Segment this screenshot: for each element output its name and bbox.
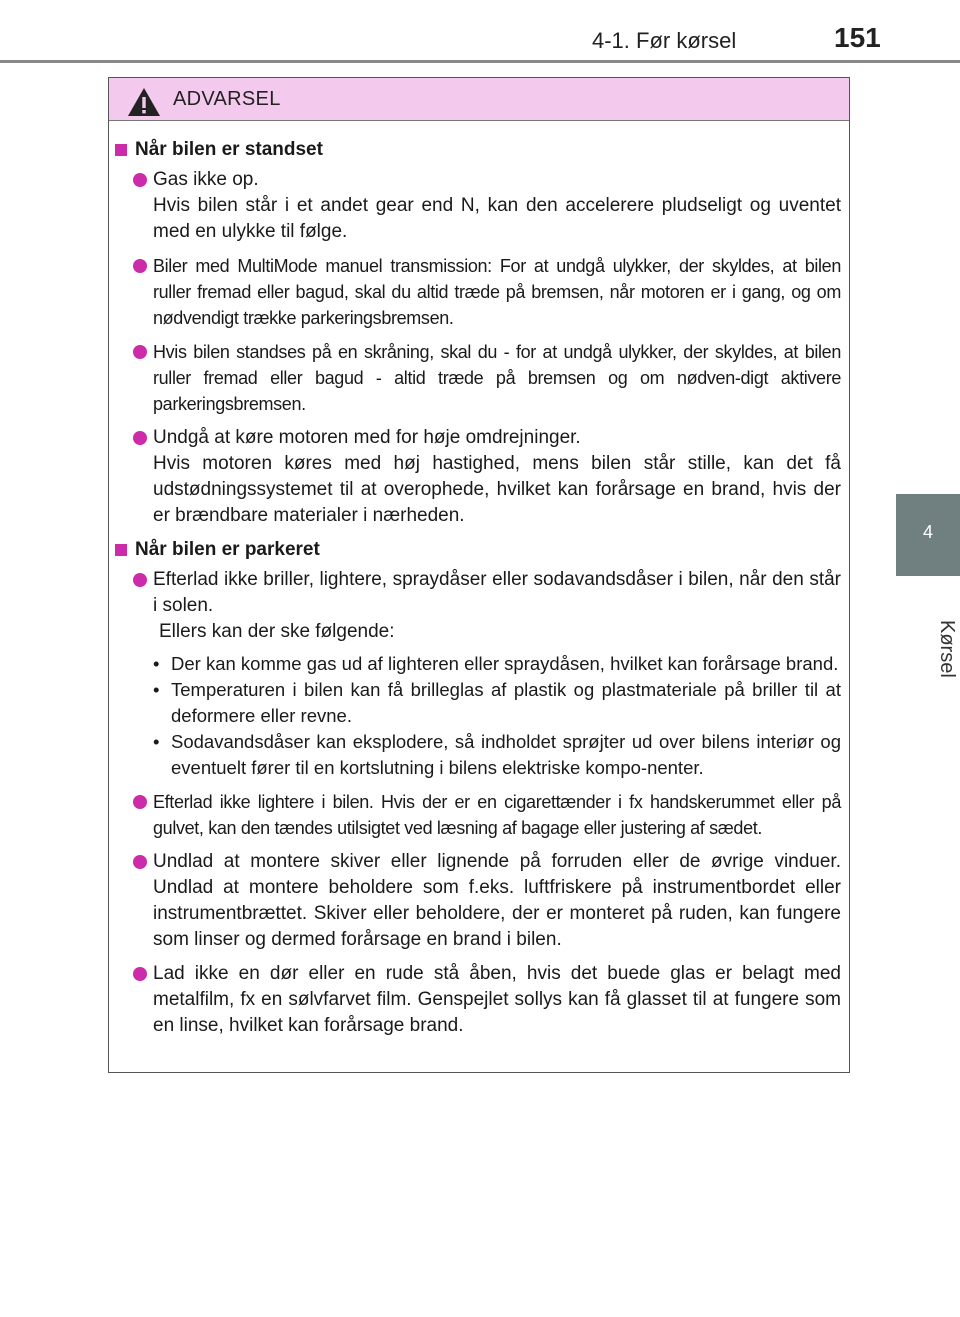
dot-bullet-icon [133, 855, 147, 869]
section-parked [115, 537, 841, 1039]
square-bullet-icon [115, 144, 127, 156]
item-line: Undgå at køre motoren med for høje omdrejninger. [153, 427, 581, 448]
warning-header [109, 78, 849, 121]
warning-body [109, 121, 849, 1039]
dot-bullet-icon [133, 345, 147, 359]
sub-bullet: • [153, 679, 160, 700]
list-item [115, 961, 841, 1039]
warning-box [108, 77, 850, 1073]
item-line: Hvis bilen standses på en skråning, skal du - for at undgå ulykker, der skyldes, at bilen ruller fremad eller bagud - altid træde på bremsen og om nødven-digt aktivere parkeringsbremsen. [153, 342, 841, 414]
section-stopped [115, 137, 841, 529]
sub-list-item [153, 677, 841, 729]
section-heading-text: Når bilen er standset [135, 139, 323, 160]
item-line: Undlad at montere skiver eller lignende på forruden eller de øvrige vinduer. Undlad at montere beholdere som f.eks. luftfriskere på instrumentbordet eller instrumentbrættet. Skiver eller beholdere, der er monteret på ruden, kan fungere som linser og dermed forårsage en brand i bilen. [153, 851, 841, 950]
item-line: Ellers kan der ske følgende: [159, 621, 395, 642]
sub-bullet: • [153, 731, 160, 752]
list-item [115, 167, 841, 245]
warning-title: ADVARSEL [173, 88, 281, 110]
item-line: Hvis motoren køres med høj hastighed, mens bilen står stille, kan det få udstødningssystemet til at overophede, hvilket kan forårsage en brand, hvis der er brændbare materialer i nærheden. [153, 453, 841, 526]
square-bullet-icon [115, 544, 127, 556]
dot-bullet-icon [133, 173, 147, 187]
section-title: 4-1. Før kørsel [592, 28, 737, 53]
page-number: 151 [834, 22, 881, 53]
item-line: Efterlad ikke lightere i bilen. Hvis der er en cigarettænder i fx handskerummet eller på gulvet, kan den tændes utilsigtet ved læsning af bagage eller justering af sædet. [153, 792, 841, 838]
item-line: Lad ikke en dør eller en rude stå åben, hvis det buede glas er belagt med metalfilm, fx en sølvfarvet film. Genspejlet sollys kan få glasset til at fungere som en linse, hvilket kan forårsage brand. [153, 963, 841, 1036]
list-item [115, 567, 841, 781]
item-line: Efterlad ikke briller, lightere, spraydåser eller sodavandsdåser i bilen, når den står i solen. [153, 569, 841, 616]
sub-list-item [153, 729, 841, 781]
dot-bullet-icon [133, 431, 147, 445]
section-heading [115, 137, 841, 163]
section-heading [115, 537, 841, 563]
item-line: Gas ikke op. [153, 169, 259, 190]
sub-list [153, 651, 841, 781]
list-item [115, 789, 841, 841]
dot-bullet-icon [133, 259, 147, 273]
chapter-tab: 4 [896, 494, 960, 576]
chapter-label: Kørsel [936, 620, 958, 678]
list-item [115, 849, 841, 953]
list-item [115, 339, 841, 417]
item-line: Biler med MultiMode manuel transmission: For at undgå ulykker, der skyldes, at bilen ruller fremad eller bagud, skal du altid træde på bremsen, når motoren er i gang, og om nødvendigt trække parkeringsbremsen. [153, 256, 841, 328]
sub-list-text: Der kan komme gas ud af lighteren eller spraydåsen, hvilket kan forårsage brand. [171, 653, 839, 674]
sub-list-text: Temperaturen i bilen kan få brilleglas af plastik og plastmateriale på briller til at deformere eller revne. [171, 679, 841, 726]
list-item [115, 253, 841, 331]
dot-bullet-icon [133, 795, 147, 809]
sub-bullet: • [153, 653, 160, 674]
list-item [115, 425, 841, 529]
sub-list-text: Sodavandsdåser kan eksplodere, så indholdet sprøjter ud over bilens interiør og eventuelt fører til en kortslutning i bilens elektriske kompo-nenter. [171, 731, 841, 778]
item-line: Hvis bilen står i et andet gear end N, kan den accelerere pludseligt og uventet med en ulykke til følge. [153, 195, 841, 242]
section-heading-text: Når bilen er parkeret [135, 539, 320, 560]
warning-triangle-icon [127, 87, 161, 117]
dot-bullet-icon [133, 967, 147, 981]
header-rule [0, 60, 960, 63]
sub-list-item [153, 651, 841, 677]
dot-bullet-icon [133, 573, 147, 587]
